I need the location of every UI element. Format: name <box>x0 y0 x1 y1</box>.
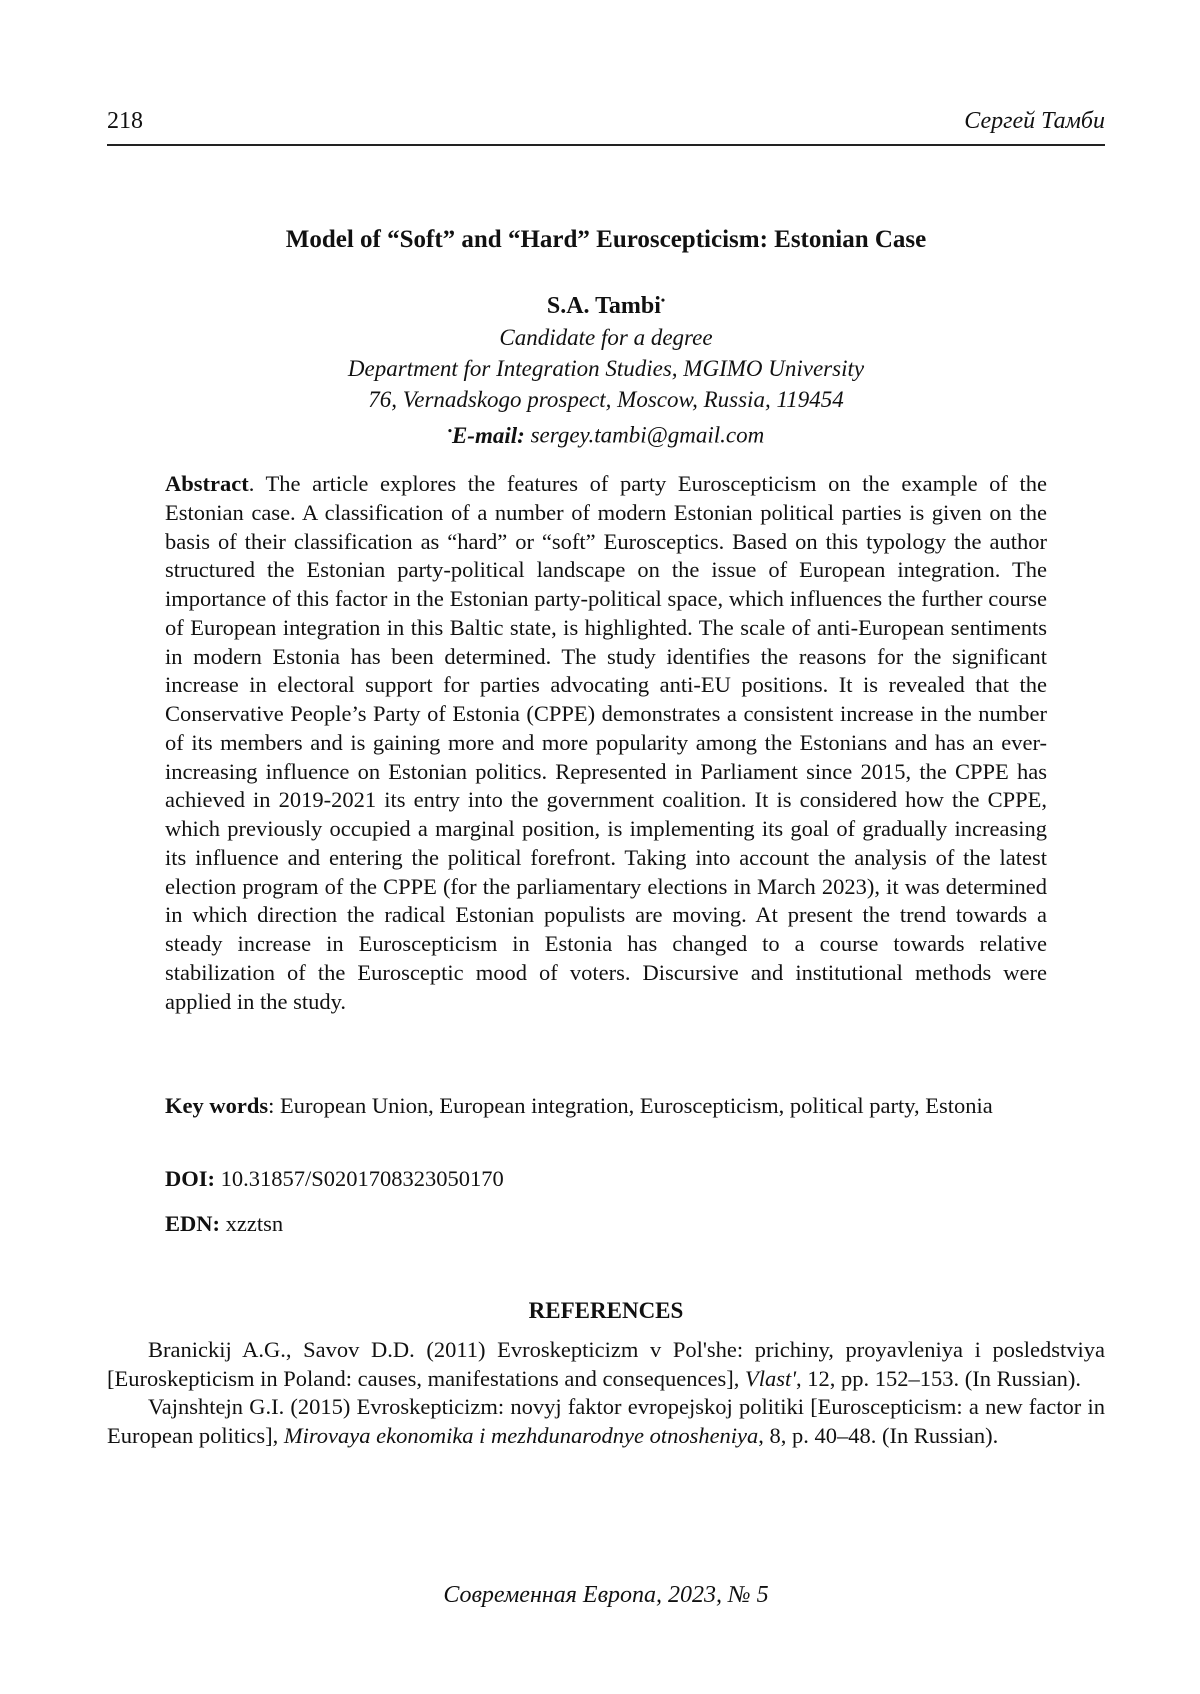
abstract-text: . The article explores the features of party Euroscepticism on the example of the Estonian case. A classification of a number of modern Estonian political parties is given on the basis of their classification as “hard” or “soft” Eurosceptics. Based on this typology the author structured the Estonian party-political landscape on the issue of European integration. The importance of this factor in the Estonian party-political space, which influences the further course of European integration in this Baltic state, is highlighted. The scale of anti-European sentiments in modern Estonia has been determined. The study identifies the reasons for the significant increase in electoral support for parties advocating anti-EU positions. It is revealed that the Conservative People’s Party of Estonia (CPPE) demonstrates a consistent increase in the number of its members and is gaining more and more popularity among the Estonians and has an ever-increasing influence on Estonian politics. Represented in Parliament since 2015, the CPPE has achieved in 2019-2021 its entry into the government coalition. It is considered how the CPPE, which previously occupied a marginal position, is implementing its goal of gradually increasing its influence and entering the political forefront. Taking into account the analysis of the latest election program of the CPPE (for the parliamentary elections in March 2023), it was determined in which direction the radical Estonian populists are moving. At present the trend towards a steady increase in Euroscepticism in Estonia has changed to a course towards relative stabilization of the Eurosceptic mood of voters. Discursive and institutional methods were applied in the study. <box>165 471 1047 1014</box>
edn-label: EDN: <box>165 1211 220 1236</box>
author-marker: • <box>660 293 666 307</box>
abstract <box>165 470 1047 1016</box>
doi-label: DOI: <box>165 1166 215 1191</box>
running-title: Сергей Тамби <box>964 108 1105 134</box>
article-title: Model of “Soft” and “Hard” Euroscepticism: Estonian Case <box>285 226 927 253</box>
author-address: 76, Vernadskogo prospect, Moscow, Russia, 119454 <box>368 387 844 412</box>
reference-item: Vajnshtejn G.I. (2015) Evroskepticizm: novyj faktor evropejskoj politiki [Euroscepticism: a new factor in European politics], Mirovaya ekonomika i mezhdunarodnye otnosheniya, 8, p. 40–48. (In Russian). <box>107 1394 1105 1448</box>
page-number: 218 <box>107 108 143 134</box>
page-header <box>107 104 1105 146</box>
author-degree: Candidate for a degree <box>499 325 713 350</box>
keywords <box>165 1092 1047 1121</box>
doi-value[interactable]: 10.31857/S0201708323050170 <box>215 1166 504 1191</box>
keywords-text: : European Union, European integration, Euroscepticism, political party, Estonia <box>268 1093 993 1118</box>
reference-item: Branickij A.G., Savov D.D. (2011) Evroskepticizm v Pol'she: prichiny, proyavleniya i posledstviya [Euroskepticism in Poland: causes, manifestations and consequences], Vlast', 12, pp. 152–153. (In Russian). <box>107 1337 1105 1391</box>
email-label: •E-mail: <box>447 422 525 448</box>
references-list <box>107 1336 1105 1450</box>
reference-journal: Mirovaya ekonomika i mezhdunarodnye otnosheniya <box>283 1422 759 1448</box>
edn-value: xzztsn <box>220 1211 284 1236</box>
references-heading: REFERENCES <box>528 1298 684 1323</box>
author-email-line <box>107 415 1105 451</box>
doi <box>165 1166 504 1192</box>
reference-journal: Vlast' <box>744 1365 797 1391</box>
author-email[interactable]: sergey.tambi@gmail.com <box>530 422 765 448</box>
edn <box>165 1211 283 1237</box>
page-footer: Современная Европа, 2023, № 5 <box>443 1582 769 1608</box>
author-name: S.A. Tambi• <box>546 293 666 319</box>
keywords-label: Key words <box>165 1093 269 1118</box>
author-department: Department for Integration Studies, MGIMO University <box>347 356 865 381</box>
author-block <box>107 285 1105 451</box>
abstract-label: Abstract <box>165 471 249 496</box>
